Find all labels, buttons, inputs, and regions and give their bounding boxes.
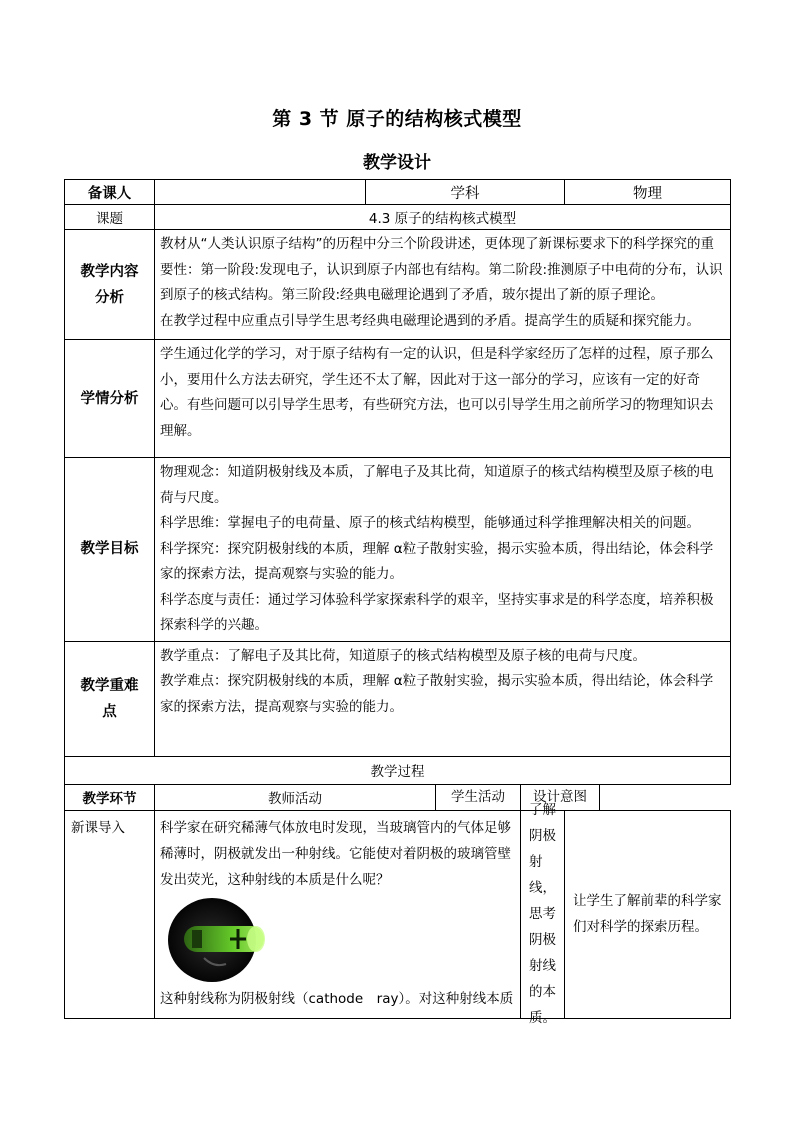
key-points-text bbox=[155, 641, 731, 756]
table-row bbox=[65, 810, 731, 1018]
teacher-activity-paragraph: 科学家在研究稀薄气体放电时发现，当玻璃管内的气体足够稀薄时，阴极就发出一种射线。它能使对着阴极的玻璃管壁发出荧光，这种射线的本质是什么呢？ bbox=[160, 819, 511, 888]
objective-scientific-inquiry: 科学探究：探究阴极射线的本质，理解 α粒子散射实验，揭示实验本质，得出结论，体会科学家的探索方法，提高观察与实验的能力。 bbox=[160, 540, 714, 582]
teacher-activity-cell bbox=[155, 802, 565, 1026]
topic-value: 4.3 原子的结构核式模型 bbox=[155, 205, 731, 230]
subject-label: 学科 bbox=[366, 180, 565, 205]
key-point-difficulty: 教学难点：探究阴极射线的本质，理解 α粒子散射实验，揭示实验本质，得出结论，体会科学家的探索方法，提高观察与实验的能力。 bbox=[160, 673, 714, 715]
content-analysis-paragraph: 在教学过程中应重点引导学生思考经典电磁理论遇到的矛盾。提高学生的质疑和探究能力。 bbox=[160, 312, 700, 329]
subject-value: 物理 bbox=[565, 180, 731, 205]
preparer-label: 备课人 bbox=[65, 180, 155, 205]
lesson-plan-table bbox=[64, 179, 731, 1026]
content-analysis-paragraph: 教材从“人类认识原子结构”的历程中分三个阶段讲述，更体现了新课标要求下的科学探究的重要性：第一阶段:发现电子，认识到原子内部也有结构。第二阶段:推测原子中电荷的分布，认识到原子的核式结构。第三阶段:经典电磁理论遇到了矛盾，玻尔提出了新的原子理论。 bbox=[160, 236, 723, 303]
process-header: 教学过程 bbox=[65, 756, 731, 784]
stage-cell: 新课导入 bbox=[65, 810, 155, 1018]
objective-attitude-responsibility: 科学态度与责任：通过学习体验科学家探索科学的艰辛，坚持实事求是的科学态度，培养积极探索科学的兴趣。 bbox=[160, 591, 714, 633]
col-intent-header: 设计意图 bbox=[533, 788, 587, 805]
objectives-text bbox=[155, 458, 731, 642]
page-title: 第 3 节 原子的结构核式模型 bbox=[272, 108, 522, 130]
content-analysis-text bbox=[155, 230, 731, 340]
col-stage-header: 教学环节 bbox=[65, 784, 155, 810]
col-student-header: 学生活动 bbox=[436, 785, 521, 810]
preparer-value bbox=[155, 180, 366, 205]
objective-physics-concept: 物理观念：知道阴极射线及本质，了解电子及其比荷，知道原子的核式结构模型及原子核的电荷与尺度。 bbox=[160, 464, 714, 506]
objective-scientific-thinking: 科学思维：掌握电子的电荷量、原子的核式结构模型，能够通过科学推理解决相关的问题。 bbox=[160, 515, 700, 531]
topic-label: 课题 bbox=[65, 205, 155, 230]
key-point-focus: 教学重点：了解电子及其比荷，知道原子的核式结构模型及原子核的电荷与尺度。 bbox=[160, 647, 646, 664]
learner-analysis-label: 学情分析 bbox=[65, 340, 155, 458]
learner-analysis-text bbox=[155, 340, 731, 458]
col-teacher-header: 教师活动 bbox=[155, 784, 436, 810]
design-intent-cell: 让学生了解前辈的科学家们对科学的探索历程。 bbox=[565, 810, 731, 1018]
cathode-ray-tube-photo bbox=[164, 896, 270, 984]
page-subtitle: 教学设计 bbox=[363, 153, 431, 173]
key-points-label: 教学重难 点 bbox=[65, 641, 155, 756]
student-activity-cell: 了解阴极射线，思考阴极射线的本质。 bbox=[529, 802, 556, 1026]
objectives-label: 教学目标 bbox=[65, 458, 155, 642]
teacher-activity-paragraph: 这种射线称为阴极射线（cathode ray）。对这种射线本质 bbox=[160, 990, 514, 1007]
learner-analysis-paragraph: 学生通过化学的学习，对于原子结构有一定的认识，但是科学家经历了怎样的过程，原子那么小，要用什么方法去研究，学生还不太了解，因此对于这一部分的学习，应该有一定的好奇心。有些问题可以引导学生思考，有些研究方法，也可以引导学生用之前所学习的物理知识去理解。 bbox=[160, 346, 714, 439]
content-analysis-label: 教学内容 分析 bbox=[65, 230, 155, 340]
